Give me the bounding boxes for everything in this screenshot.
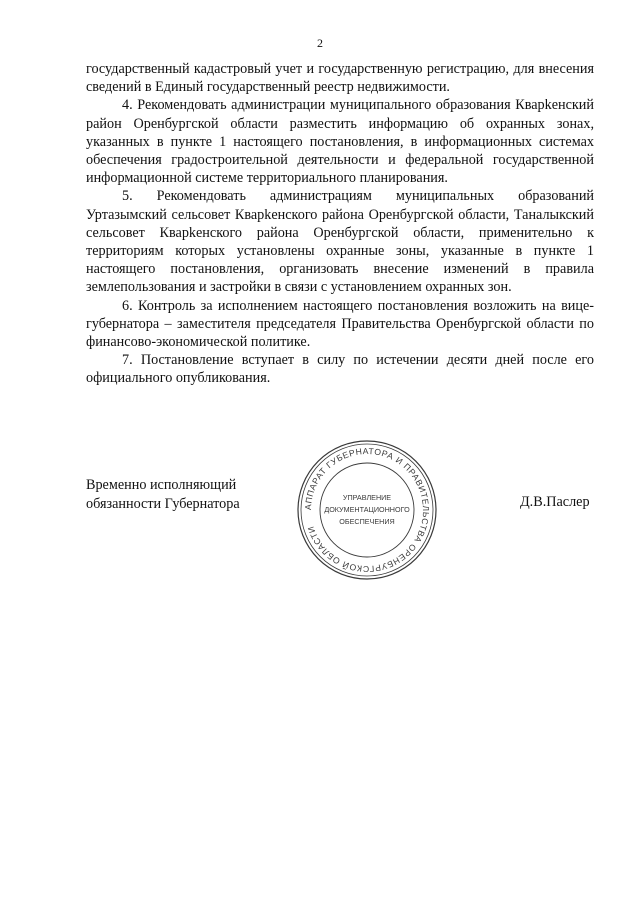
paragraph-item-5: 5. Рекомендовать администрациям муниципальных образований Уртазымский сельсовет Кварkенского района Оренбургской области, Таналыкский сельсовет Кварkенского района Оренбургской области, применительно к территориям которых установлены охранные зоны, указанные в пункте 1 настоящего постановления, организовать внесение изменений в правила землепользования и застройки в связи с установлением охранных зон.	[86, 188, 594, 296]
paragraph-item-4: 4. Рекомендовать администрации муниципального образования Кварkенский район Оренбургской области разместить информацию об охранных зонах, указанных в пункте 1 настоящего постановления, в информационных системах обеспечения градостроительной деятельности и федеральной государственной информационной системе территориального планирования.	[86, 97, 594, 187]
official-seal	[295, 438, 439, 582]
seal-inner-line-1: УПРАВЛЕНИЕ	[342, 493, 392, 502]
paragraph-item-7: 7. Постановление вступает в силу по истечении десяти дней после его официального опубликования.	[86, 352, 594, 387]
page-number: 2	[317, 36, 323, 50]
signatory-name: Д.В.Паслер	[520, 494, 590, 510]
seal-inner-line-3: ОБЕСПЕЧЕНИЯ	[339, 517, 395, 526]
seal-outer-text: АППАРАТ ГУБЕРНАТОРА И ПРАВИТЕЛЬСТВА ОРЕНБУРГСКОЙ ОБЛАСТИ	[302, 445, 432, 575]
signatory-position	[86, 476, 240, 513]
paragraph-continuation: государственный кадастровый учет и государственную регистрацию, для внесения сведений в Единый государственный реестр недвижимости.	[86, 61, 594, 96]
signatory-position-line-1: Временно исполняющий	[86, 477, 237, 493]
document-body	[86, 60, 594, 388]
signatory-position-line-2: обязанности Губернатора	[86, 495, 240, 512]
seal-inner-line-2: ДОКУМЕНТАЦИОННОГО	[324, 505, 410, 514]
paragraph-item-6: 6. Контроль за исполнением настоящего постановления возложить на вице-губернатора – заместителя председателя Правительства Оренбургской области по финансово-экономической политике.	[86, 297, 594, 351]
